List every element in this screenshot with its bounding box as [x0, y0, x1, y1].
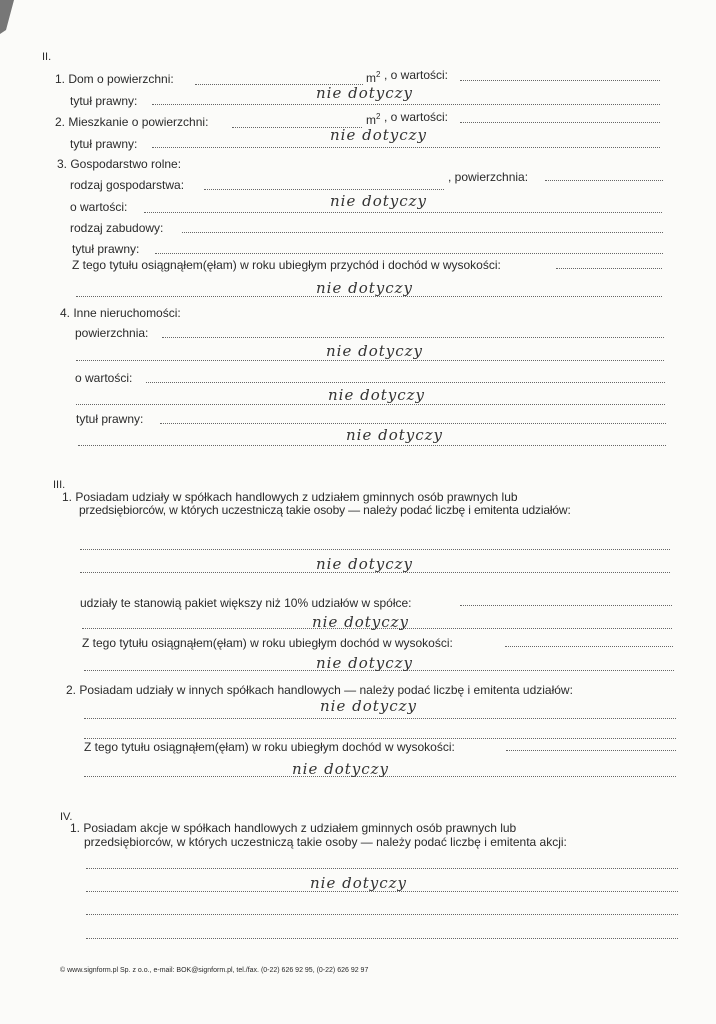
farm-income-label: Z tego tytułu osiągnąłem(ęłam) w roku ubiegłym przychód i dochód w wysokości:: [72, 258, 501, 272]
shares-gmina-handwriting: nie dotyczy: [316, 555, 414, 573]
house-title-line[interactable]: [152, 104, 660, 105]
stocks-gmina-line-2: przedsiębiorców, w których uczestniczą takie osoby — należy podać liczbę i emitenta akcji:: [84, 835, 567, 849]
section-iii-number: III.: [53, 479, 66, 491]
house-area-label: 1. Dom o powierzchni:: [55, 72, 174, 86]
shares-other-income-line-1[interactable]: [506, 750, 676, 751]
house-value-label: , o wartości:: [384, 68, 449, 82]
footer-publisher-info: © www.signform.pl Sp. z o.o., e-mail: BOK@signform.pl, tel./fax. (0-22) 626 92 95, (0-22) 626 92 97: [60, 967, 369, 974]
shares-other-handwriting: nie dotyczy: [320, 697, 418, 715]
farm-area-label: , powierzchnia:: [448, 170, 529, 184]
house-title-handwriting: nie dotyczy: [316, 84, 414, 102]
other-value-handwriting: nie dotyczy: [328, 386, 426, 404]
shares-gmina-answer-line-1[interactable]: [80, 549, 670, 550]
stocks-gmina-line-1: 1. Posiadam akcje w spółkach handlowych z udziałem gminnych osób prawnych lub: [70, 821, 517, 835]
farm-income-line-1[interactable]: [556, 268, 662, 269]
other-area-handwriting: nie dotyczy: [326, 342, 424, 360]
farm-income-handwriting: nie dotyczy: [316, 279, 414, 297]
other-title-handwriting: nie dotyczy: [346, 426, 444, 444]
other-value-line-2[interactable]: [76, 404, 665, 405]
section-ii-number: II.: [42, 51, 52, 63]
farm-type-label: rodzaj gospodarstwa:: [70, 178, 185, 192]
other-title-label: tytuł prawny:: [76, 412, 144, 426]
shares-gmina-income-line-1[interactable]: [505, 646, 673, 647]
farm-value-label: o wartości:: [70, 200, 128, 214]
shares-packet-handwriting: nie dotyczy: [312, 613, 410, 631]
farm-title-line[interactable]: [155, 253, 663, 254]
shares-other-income-label: Z tego tytułu osiągnąłem(ęłam) w roku ubiegłym dochód w wysokości:: [84, 740, 455, 754]
farm-label: 3. Gospodarstwo rolne:: [57, 157, 182, 171]
shares-packet-label: udziały te stanowią pakiet większy niż 10% udziałów w spółce:: [80, 596, 412, 610]
stocks-handwriting: nie dotyczy: [310, 874, 408, 892]
farm-building-line[interactable]: [182, 232, 663, 233]
other-area-line-2[interactable]: [76, 360, 664, 361]
farm-value-line[interactable]: [144, 212, 662, 213]
house-title-label: tytuł prawny:: [70, 94, 138, 108]
section-iv-number: IV.: [60, 811, 73, 823]
shares-other-income-handwriting: nie dotyczy: [292, 760, 390, 778]
shares-packet-line-1[interactable]: [460, 605, 672, 606]
farm-type-line[interactable]: [204, 189, 444, 190]
shares-gmina-line-1: 1. Posiadam udziały w spółkach handlowych z udziałem gminnych osób prawnych lub: [62, 490, 518, 504]
apartment-unit: $m^2$: [366, 112, 381, 127]
house-unit: $m^2$: [366, 70, 381, 85]
other-title-line-1[interactable]: [160, 423, 666, 424]
other-title-line-2[interactable]: [78, 445, 666, 446]
other-property-label: 4. Inne nieruchomości:: [60, 306, 181, 320]
shares-other-line-2[interactable]: [84, 738, 676, 739]
stocks-answer-line-1[interactable]: [86, 868, 678, 869]
farm-area-line[interactable]: [545, 180, 663, 181]
shares-gmina-line-2: przedsiębiorców, w których uczestniczą takie osoby — należy podać liczbę i emitenta udziałów:: [79, 503, 571, 517]
apartment-title-handwriting: nie dotyczy: [330, 126, 428, 144]
stocks-answer-line-4[interactable]: [86, 938, 678, 939]
other-value-label: o wartości:: [75, 371, 133, 385]
farm-value-handwriting: nie dotyczy: [330, 192, 428, 210]
shares-other-label: 2. Posiadam udziały w innych spółkach handlowych — należy podać liczbę i emitenta udziałów:: [66, 683, 573, 697]
other-area-label: powierzchnia:: [75, 326, 149, 340]
farm-title-label: tytuł prawny:: [72, 242, 140, 256]
apartment-value-label: , o wartości:: [384, 110, 449, 124]
apartment-title-line[interactable]: [152, 147, 660, 148]
house-value-line[interactable]: [460, 80, 660, 81]
other-value-line-1[interactable]: [146, 382, 665, 383]
farm-building-label: rodzaj zabudowy:: [70, 221, 164, 235]
shares-gmina-income-handwriting: nie dotyczy: [316, 654, 414, 672]
stocks-answer-line-3[interactable]: [86, 914, 678, 915]
torn-corner-mark: [0, 0, 16, 34]
apartment-title-label: tytuł prawny:: [70, 137, 138, 151]
apartment-area-label: 2. Mieszkanie o powierzchni:: [55, 115, 209, 129]
shares-gmina-income-label: Z tego tytułu osiągnąłem(ęłam) w roku ubiegłym dochód w wysokości:: [82, 636, 453, 650]
apartment-value-line[interactable]: [460, 122, 660, 123]
shares-other-line-1[interactable]: [84, 718, 676, 719]
other-area-line-1[interactable]: [162, 337, 664, 338]
